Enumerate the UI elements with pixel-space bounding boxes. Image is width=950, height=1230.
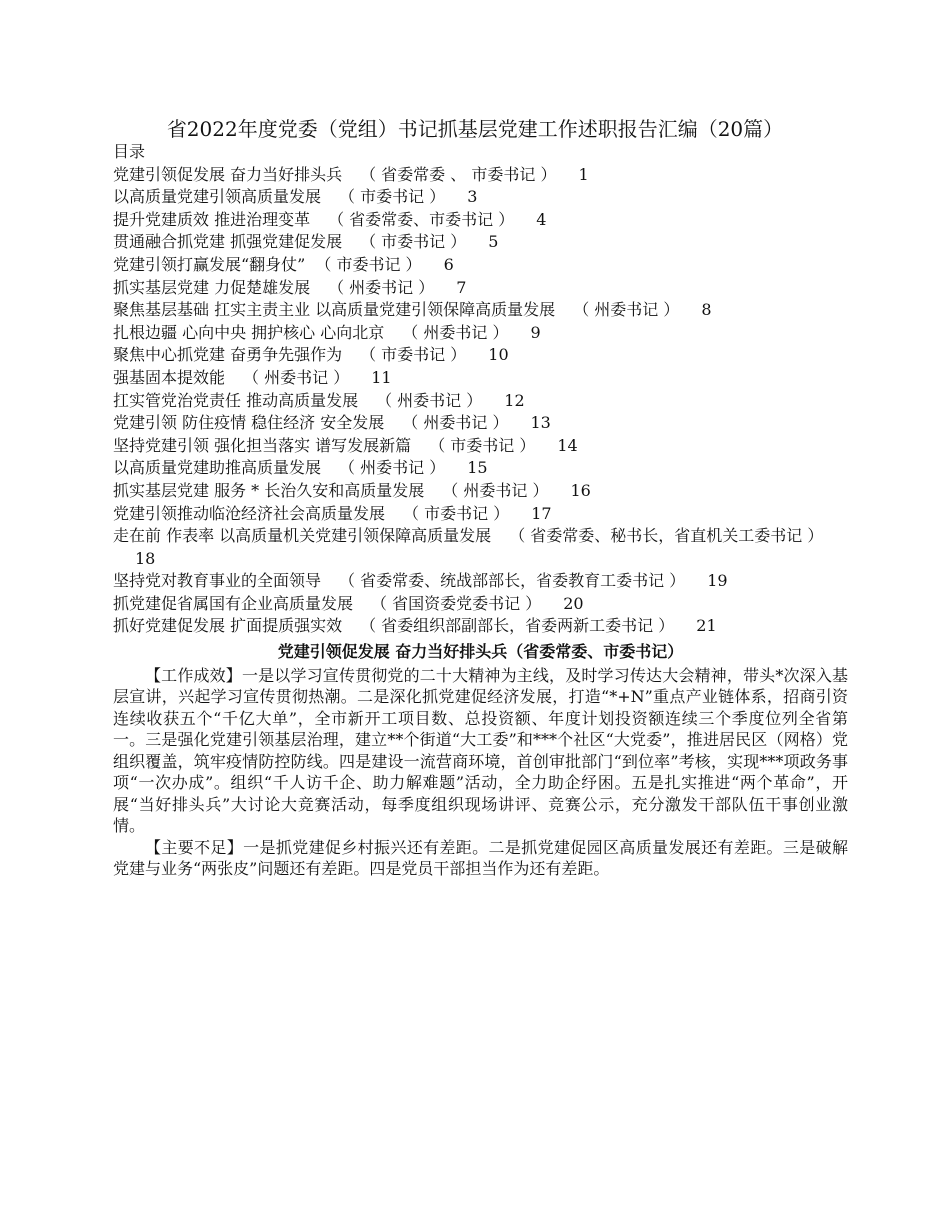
toc-item-page: 18 bbox=[135, 548, 156, 568]
document-title: 省2022年度党委（党组）书记抓基层党建工作述职报告汇编（20篇） bbox=[166, 117, 784, 141]
toc-item-page: 7 bbox=[456, 277, 467, 297]
toc-item-author: （ 州委书记 ） bbox=[442, 480, 549, 500]
toc-item[interactable] bbox=[113, 164, 843, 187]
toc-item-title: 扎根边疆 心向中央 拥护核心 心向北京 bbox=[113, 322, 385, 342]
toc-item-title: 党建引领打赢发展“翻身仗” bbox=[113, 254, 306, 274]
section-paragraph-achievements: 【工作成效】一是以学习宣传贯彻党的二十大精神为主线，及时学习传达大会精神，带头*次深入基层宣讲，兴起学习宣传贯彻热潮。二是深化抓党建促经济发展，打造“*+N”重点产业链体系，招商引资连续收获五个“千亿大单”，全市新开工项目数、总投资额、年度计划投资额连续三个季度位列全省第一。三是强化党建引领基层治理，建立**个街道“大工委”和***个社区“大党委”，推进居民区（网格）党组织覆盖，筑牢疫情防控防线。四是建设一流营商环境，首创审批部门“到位率”考核，实现***项政务事项“一次办成”。组织“千人访千企、助力解难题”活动，全力助企纾困。五是扎实推进“两个革命”，开展“当好排头兵”大讨论大竞赛活动，每季度组织现场讲评、竞赛公示，充分激发干部队伍干事创业激情。 bbox=[113, 665, 848, 835]
toc-item-page: 21 bbox=[696, 616, 717, 636]
toc-item-author: （ 州委书记 ） bbox=[573, 300, 680, 320]
toc-item-author: （ 市委书记 ） bbox=[403, 503, 510, 523]
toc-list bbox=[113, 164, 843, 638]
toc-item-title: 聚焦中心抓党建 奋勇争先强作为 bbox=[113, 345, 343, 365]
toc-item[interactable] bbox=[113, 615, 843, 638]
toc-item-author: （ 省委常委、统战部部长，省委教育工委书记 ） bbox=[339, 571, 686, 591]
toc-item-author: （ 省委常委、秘书长，省直机关工委书记 ） bbox=[509, 526, 824, 546]
toc-item-author: （ 市委书记 ） bbox=[339, 187, 446, 207]
toc-item[interactable] bbox=[113, 570, 843, 593]
toc-item[interactable] bbox=[113, 277, 843, 300]
toc-item-title: 聚焦基层基础 扛实主责主业 以高质量党建引领保障高质量发展 bbox=[113, 300, 556, 320]
toc-item[interactable] bbox=[113, 412, 843, 435]
toc-item[interactable] bbox=[113, 254, 843, 277]
toc-item-title: 抓实基层党建 力促楚雄发展 bbox=[113, 277, 311, 297]
toc-item[interactable] bbox=[113, 322, 843, 345]
toc-item-title: 扛实管党治党责任 推动高质量发展 bbox=[113, 390, 359, 410]
section-title: 党建引领促发展 奋力当好排头兵（省委常委、市委书记） bbox=[277, 642, 684, 661]
toc-item[interactable] bbox=[113, 525, 833, 570]
toc-item-title: 走在前 作表率 以高质量机关党建引领保障高质量发展 bbox=[113, 526, 492, 546]
toc-item-page: 8 bbox=[701, 300, 712, 320]
toc-item-title: 党建引领促发展 奋力当好排头兵 bbox=[113, 164, 343, 184]
toc-item-title: 抓好党建促发展 扩面提质强实效 bbox=[113, 616, 343, 636]
toc-item-title: 提升党建质效 推进治理变革 bbox=[113, 209, 311, 229]
toc-item-page: 4 bbox=[536, 209, 547, 229]
toc-item-page: 1 bbox=[578, 164, 589, 184]
toc-item-title: 抓实基层党建 服务 * 长治久安和高质量发展 bbox=[113, 480, 425, 500]
toc-item-page: 10 bbox=[488, 345, 509, 365]
toc-item-title: 贯通融合抓党建 抓强党建促发展 bbox=[113, 232, 343, 252]
toc-item-author: （ 州委书记 ） bbox=[376, 390, 483, 410]
toc-item[interactable] bbox=[113, 593, 843, 616]
toc-item[interactable] bbox=[113, 231, 843, 254]
toc-item[interactable] bbox=[113, 344, 843, 367]
toc-item-page: 5 bbox=[488, 232, 499, 252]
toc-item-title: 以高质量党建引领高质量发展 bbox=[113, 187, 322, 207]
toc-item-author: （ 州委书记 ） bbox=[402, 413, 509, 433]
section-paragraph-shortcomings: 【主要不足】一是抓党建促乡村振兴还有差距。二是抓党建促园区高质量发展还有差距。三是破解党建与业务“两张皮”问题还有差距。四是党员干部担当作为还有差距。 bbox=[113, 837, 848, 878]
toc-item-page: 16 bbox=[570, 480, 591, 500]
toc-item-title: 抓党建促省属国有企业高质量发展 bbox=[113, 593, 354, 613]
toc-item-page: 13 bbox=[530, 413, 551, 433]
toc-item-page: 6 bbox=[443, 254, 454, 274]
toc-item-author: （ 州委书记 ） bbox=[402, 322, 509, 342]
toc-item-title: 坚持党建引领 强化担当落实 谱写发展新篇 bbox=[113, 435, 412, 455]
toc-item-author: （ 州委书记 ） bbox=[243, 367, 350, 387]
toc-item[interactable] bbox=[113, 503, 843, 526]
toc-item-page: 14 bbox=[557, 435, 578, 455]
toc-item-author: （ 省委常委、市委书记 ） bbox=[328, 209, 515, 229]
toc-item-page: 19 bbox=[707, 571, 728, 591]
toc-item-author: （ 省国资委党委书记 ） bbox=[371, 593, 542, 613]
toc-item-page: 11 bbox=[371, 367, 392, 387]
toc-item-title: 以高质量党建助推高质量发展 bbox=[113, 458, 322, 478]
toc-item[interactable] bbox=[113, 299, 843, 322]
toc-item-page: 15 bbox=[467, 458, 488, 478]
toc-heading: 目录 bbox=[113, 142, 146, 161]
toc-item[interactable] bbox=[113, 435, 843, 458]
toc-item-title: 坚持党对教育事业的全面领导 bbox=[113, 571, 322, 591]
table-of-contents bbox=[113, 141, 843, 638]
toc-item[interactable] bbox=[113, 480, 843, 503]
toc-item-author: （ 省委组织部副部长，省委两新工委书记 ） bbox=[360, 616, 675, 636]
toc-item-page: 3 bbox=[467, 187, 478, 207]
toc-item[interactable] bbox=[113, 367, 843, 390]
toc-item-author: （ 省委常委 、 市委书记 ） bbox=[360, 164, 557, 184]
toc-item[interactable] bbox=[113, 186, 843, 209]
toc-item[interactable] bbox=[113, 209, 843, 232]
toc-item-author: （ 市委书记 ） bbox=[360, 232, 467, 252]
toc-item-title: 党建引领推动临沧经济社会高质量发展 bbox=[113, 503, 386, 523]
toc-item-author: （ 市委书记 ） bbox=[429, 435, 536, 455]
toc-item-page: 9 bbox=[530, 322, 541, 342]
toc-item-title: 党建引领 防住疫情 稳住经济 安全发展 bbox=[113, 413, 385, 433]
report-section bbox=[113, 641, 848, 880]
toc-item-title: 强基固本提效能 bbox=[113, 367, 226, 387]
toc-item-page: 17 bbox=[531, 503, 552, 523]
toc-item[interactable] bbox=[113, 390, 843, 413]
toc-item-author: （ 州委书记 ） bbox=[328, 277, 435, 297]
toc-item-page: 12 bbox=[504, 390, 525, 410]
toc-item[interactable] bbox=[113, 457, 843, 480]
toc-item-page: 20 bbox=[563, 593, 584, 613]
toc-item-author: （ 市委书记 ） bbox=[323, 254, 422, 274]
toc-item-author: （ 州委书记 ） bbox=[339, 458, 446, 478]
toc-item-author: （ 市委书记 ） bbox=[360, 345, 467, 365]
